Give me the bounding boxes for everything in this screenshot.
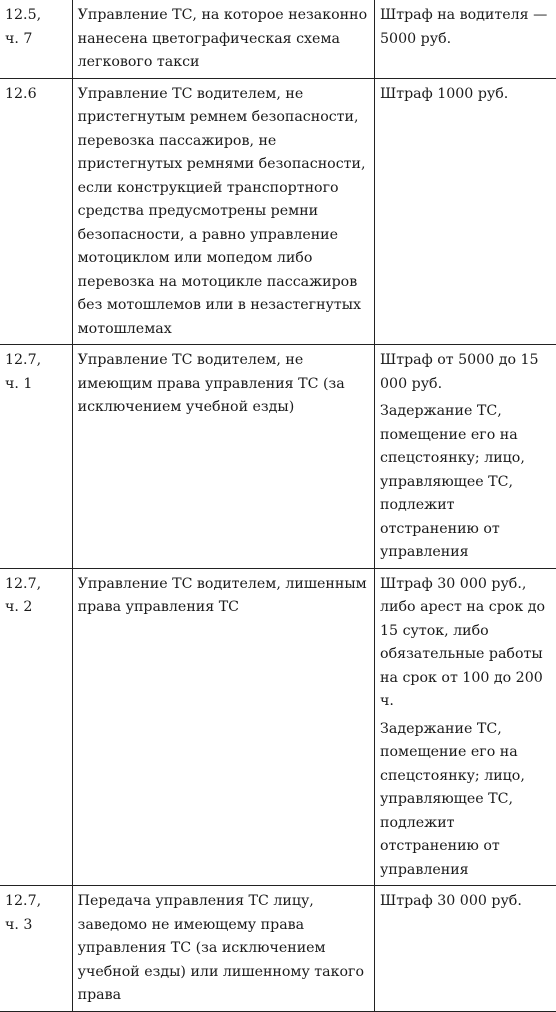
table-row [0, 0, 556, 78]
penalty-cell [375, 886, 556, 1012]
penalty-text: Штраф 30 000 руб., либо арест на срок до 15 суток, либо обязательные работы на срок от 100 до 200 ч. [380, 575, 545, 709]
article-cell: 12.7, ч. 1 [0, 345, 72, 569]
article-cell: 12.5, ч. 7 [0, 0, 72, 78]
description-cell: Управление ТС водителем, лишенным права управления ТС [72, 568, 374, 886]
penalty-text: Штраф на водителя — 5000 руб. [380, 7, 548, 47]
description-cell: Управление ТС, на которое незаконно нанесена цветографическая схема легкового такси [72, 0, 374, 78]
description-cell: Управление ТС водителем, не имеющим права управления ТС (за исключением учебной езды) [72, 345, 374, 569]
penalty-text: Штраф 30 000 руб. [380, 893, 522, 909]
table-row [0, 568, 556, 886]
penalty-cell [375, 0, 556, 78]
penalty-measure-text: Задержание ТС, помещение его на спецстоянку; лицо, управляющее ТС, подлежит отстранению от управления [380, 720, 525, 878]
penalty-text: Штраф от 5000 до 15 000 руб. [380, 352, 539, 392]
article-cell: 12.6 [0, 78, 72, 345]
article-cell: 12.7, ч. 2 [0, 568, 72, 886]
description-cell: Передача управления ТС лицу, заведомо не имеющему права управления ТС (за исключением учебной езды) или лишенному такого права [72, 886, 374, 1012]
penalty-cell [375, 568, 556, 886]
table-row [0, 886, 556, 1012]
table-row [0, 345, 556, 569]
description-cell: Управление ТС водителем, не пристегнутым ремнем безопасности, перевозка пассажиров, не пристегнутых ремнями безопасности, если конструкцией транспортного средства предусмотрены ремни безопасности, а равно управление мотоциклом или мопедом либо перевозка на мотоцикле пассажиров без мотошлемов или в незастегнутых мотошлемах [72, 78, 374, 345]
penalty-cell [375, 345, 556, 569]
penalty-cell [375, 78, 556, 345]
table-row [0, 78, 556, 345]
article-cell: 12.7, ч. 3 [0, 886, 72, 1012]
penalty-text: Штраф 1000 руб. [380, 85, 509, 102]
penalty-measure-text: Задержание ТС, помещение его на спецстоянку; лицо, управляющее ТС, подлежит отстранению от управления [380, 403, 525, 560]
